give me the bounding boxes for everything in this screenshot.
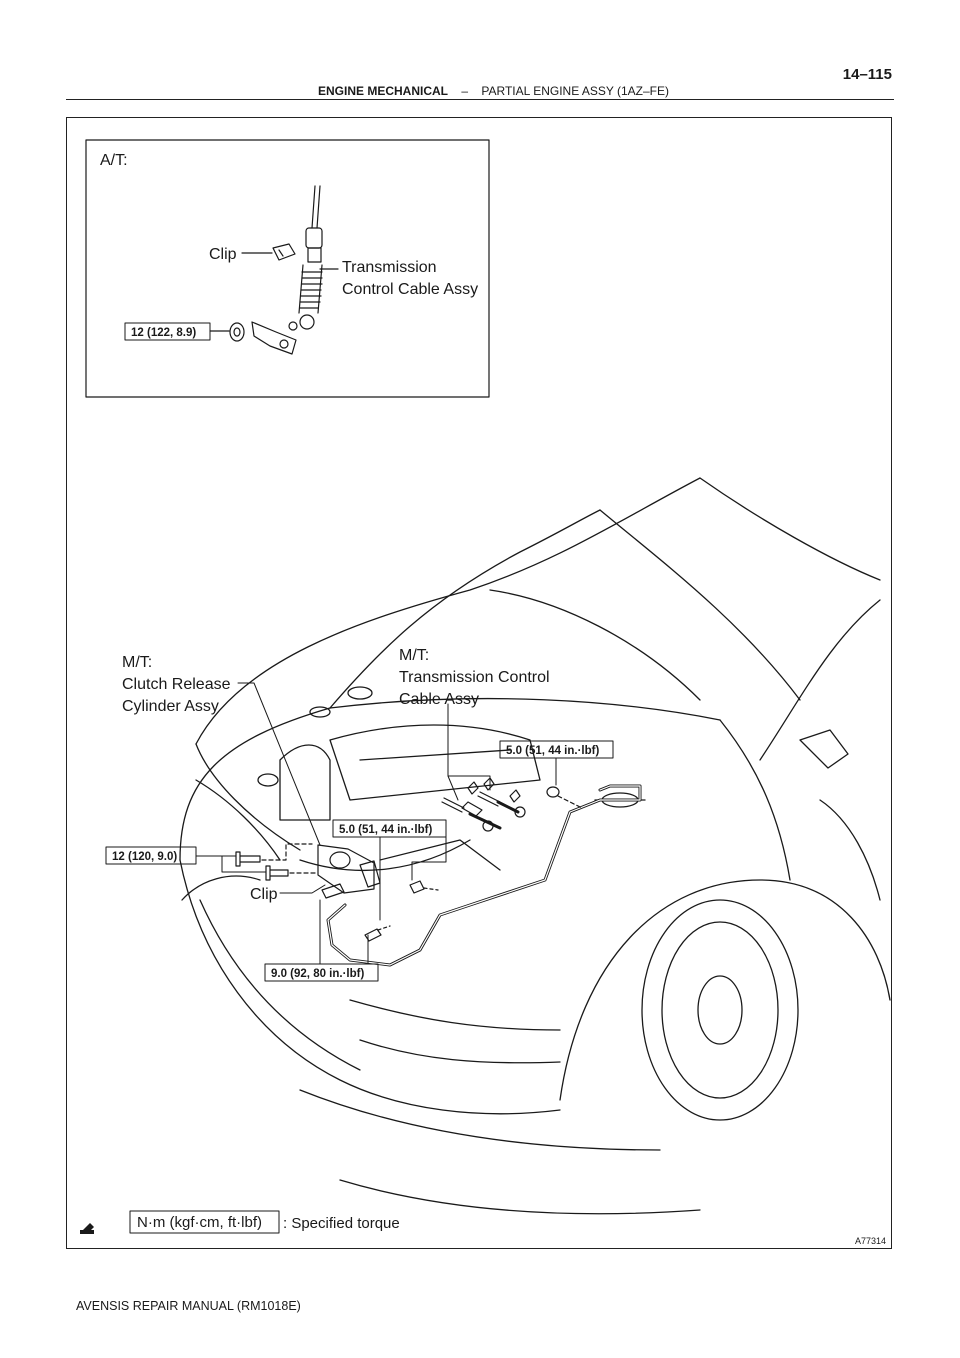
torque-wrench-icon [80, 1223, 94, 1234]
mt-cable-leader-2 [448, 776, 458, 800]
torque-right-label: 5.0 (51, 44 in.·lbf) [506, 745, 600, 757]
inset-cable-label-1: Transmission [342, 259, 437, 276]
mt-clutch-label-3: Cylinder Assy [122, 698, 219, 715]
mt-cable-leader [448, 704, 490, 790]
inset-clip-label: Clip [209, 246, 237, 263]
inset-title: A/T: [100, 152, 128, 169]
footer-text: AVENSIS REPAIR MANUAL (RM1018E) [76, 1299, 301, 1313]
torque-left-label: 12 (120, 9.0) [112, 851, 178, 863]
mt-cable-label-1: M/T: [399, 647, 430, 664]
mt-clutch-label-2: Clutch Release [122, 676, 231, 693]
mt-cable-label-3: Cable Assy [399, 691, 480, 708]
at-cable-drawing [230, 186, 322, 354]
mt-cable-drawing [442, 778, 582, 831]
figure-id: A77314 [855, 1236, 887, 1246]
mt-cable-label-2: Transmission Control [399, 669, 550, 686]
mt-clutch-label-1: M/T: [122, 654, 153, 671]
header-separator: – [461, 84, 469, 98]
subsection-name: PARTIAL ENGINE ASSY (1AZ–FE) [481, 84, 670, 98]
section-name: ENGINE MECHANICAL [318, 84, 449, 98]
legend-description: : Specified torque [283, 1215, 400, 1232]
clip-label: Clip [250, 886, 278, 903]
clip-leader [280, 885, 325, 893]
mt-clutch-leader [238, 683, 320, 845]
inset-torque-label: 12 (122, 8.9) [131, 327, 197, 339]
torque-center-label: 5.0 (51, 44 in.·lbf) [339, 824, 433, 836]
legend-unit: N·m (kgf·cm, ft·lbf) [137, 1214, 262, 1231]
page-number: 14–115 [842, 66, 892, 83]
torque-bottom-label: 9.0 (92, 80 in.·lbf) [271, 968, 365, 980]
inset-cable-label-2: Control Cable Assy [342, 281, 479, 298]
